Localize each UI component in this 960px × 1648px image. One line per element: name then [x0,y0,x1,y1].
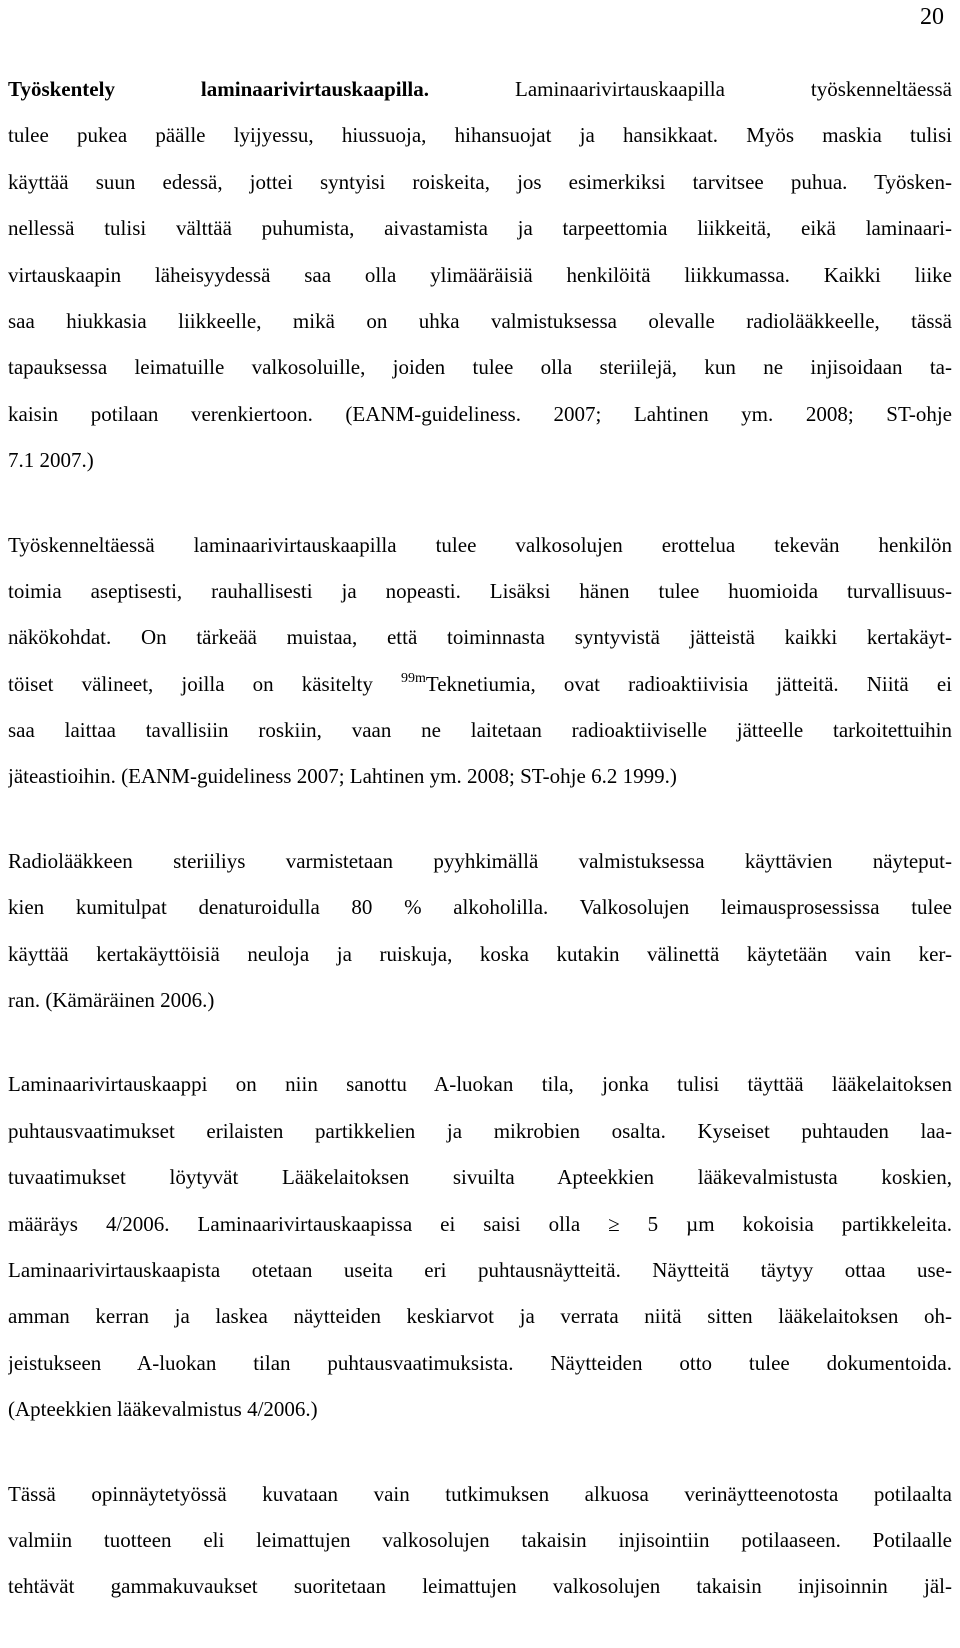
line-text: Laminaarivirtauskaapilla työskenneltäessä [429,77,952,101]
text-line: käyttää kertakäyttöisiä neuloja ja ruiskuja, koska kutakin välinettä käytetään vain ker- [8,941,952,966]
text-line: saa laittaa tavallisiin roskiin, vaan ne laitetaan radioaktiiviselle jätteelle tarkoitettuihin [8,718,952,743]
paragraph-2 [8,522,952,800]
text-line: Laminaarivirtauskaappi on niin sanottu A-luokan tila, jonka tulisi täyttää lääkelaitoksen [8,1072,952,1097]
text-line: Tässä opinnäytetyössä kuvataan vain tutkimuksen alkuosa verinäytteenotosta potilaalta [8,1481,952,1506]
text-line: jeistukseen A-luokan tilan puhtausvaatimuksista. Näytteiden otto tulee dokumentoida. [8,1350,952,1375]
text-line: kaisin potilaan verenkiertoon. (EANM-guideliness. 2007; Lahtinen ym. 2008; ST-ohje [8,401,952,426]
text-line: Laminaarivirtauskaapista otetaan useita eri puhtausnäytteitä. Näytteitä täytyy ottaa use- [8,1257,952,1282]
text-line: Työskenneltäessä laminaarivirtauskaapilla tulee valkosolujen erottelua tekevän henkilön [8,532,952,557]
paragraph-5 [8,1471,952,1610]
text-line: tulee pukea päälle lyijyessu, hiussuoja, hihansuojat ja hansikkaat. Myös maskia tulisi [8,123,952,148]
text-line: tapauksessa leimatuille valkosoluille, joiden tulee olla steriilejä, kun ne injisoidaan ta- [8,355,952,380]
text-line: valmiin tuotteen eli leimattujen valkosolujen takaisin injisointiin potilaaseen. Potilaalle [8,1527,952,1552]
paragraph-4 [8,1061,952,1432]
text-line: saa hiukkasia liikkeelle, mikä on uhka valmistuksessa olevalle radiolääkkeelle, tässä [8,308,952,333]
text-line [8,66,952,112]
text-line: nellessä tulisi välttää puhumista, aivastamista ja tarpeettomia liikkeitä, eikä laminaari- [8,216,952,241]
paragraph-1 [8,66,952,484]
document-body [8,66,952,1648]
text-line: toimia aseptisesti, rauhallisesti ja nopeasti. Lisäksi hänen tulee huomioida turvallisuus- [8,578,952,603]
page-number: 20 [920,4,944,30]
text-line: (Apteekkien lääkevalmistus 4/2006.) [8,1397,318,1422]
line-text: Teknetiumia, ovat radioaktiivisia jätteitä. Niitä ei [425,671,952,696]
paragraph-3 [8,838,952,1024]
text-line [8,661,952,707]
text-line: amman kerran ja laskea näytteiden keskiarvot ja verrata niitä sitten lääkelaitoksen oh- [8,1304,952,1329]
text-line: kien kumitulpat denaturoidulla 80 % alkoholilla. Valkosolujen leimausprosessissa tulee [8,895,952,920]
text-line: tuvaatimukset löytyvät Lääkelaitoksen sivuilta Apteekkien lääkevalmistusta koskien, [8,1165,952,1190]
isotope-superscript: 99m [400,670,426,686]
text-line: virtauskaapin läheisyydessä saa olla ylimääräisiä henkilöitä liikkumassa. Kaikki liike [8,262,952,287]
text-line: ran. (Kämäräinen 2006.) [8,988,215,1013]
text-line: 7.1 2007.) [8,448,94,473]
section-heading: Työskentely laminaarivirtauskaapilla. [8,77,430,101]
text-line: Radiolääkkeen steriiliys varmistetaan pyyhkimällä valmistuksessa käyttävien näyteput- [8,848,952,873]
text-line: puhtausvaatimukset erilaisten partikkelien ja mikrobien osalta. Kyseiset puhtauden laa- [8,1118,952,1143]
text-line: näkökohdat. On tärkeää muistaa, että toiminnasta syntyvistä jätteistä kaikki kertakäyt- [8,625,952,650]
line-text: töiset välineet, joilla on käsitelty [8,671,401,696]
text-line: käyttää suun edessä, jottei syntyisi roiskeita, jos esimerkiksi tarvitsee puhua. Työsken- [8,169,952,194]
text-line: määräys 4/2006. Laminaarivirtauskaapissa ei saisi olla ≥ 5 µm kokoisia partikkeleita. [8,1211,952,1236]
text-line: tehtävät gammakuvaukset suoritetaan leimattujen valkosolujen takaisin injisoinnin jäl- [8,1574,952,1599]
text-line: jäteastioihin. (EANM-guideliness 2007; Lahtinen ym. 2008; ST-ohje 6.2 1999.) [8,764,677,789]
